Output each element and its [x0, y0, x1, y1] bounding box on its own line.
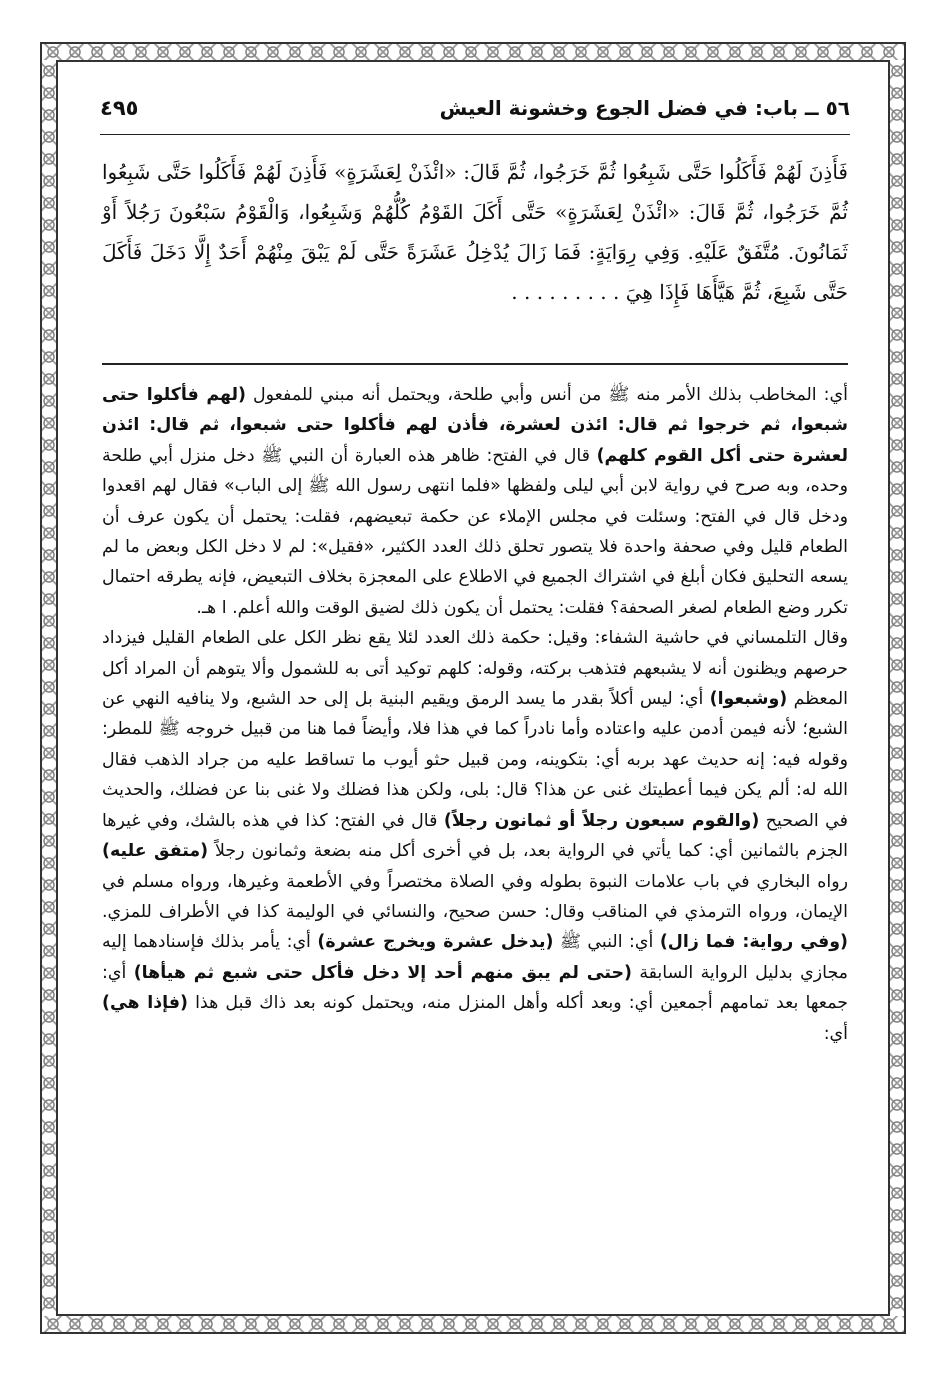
commentary-text: قال في الفتح: ظاهر هذه العبارة أن النبي ﷺ دخل منزل أبي طلحة وحده، وبه صرح في رواية لابن أبي ليلى ولفظها «فلما انتهى رسول الله ﷺ إلى الباب» فقال لهم اقعدوا ودخل قال في الفتح: وسئلت في مجلس الإملاء عن حكمة تبعيضهم، فقلت: يحتمل أن يكون عرف أن الطعام قليل وفي صحفة واحدة فلا يتصور تحلق ذلك العدد الكثير، «فقيل»: لم لا دخل الكل وبعض ما لم يسعه التحليق فكان أبلغ في اشتراك الجميع في الاطلاع على المعجزة بخلاف التبعيض، فإنه يطرقه احتمال تكرر وضع الطعام لصغر الصحفة؟ فقلت: يحتمل أن يكون ذلك لضيق الوقت والله أعلم. ا هـ.: [102, 445, 848, 618]
commentary-text: أي: المخاطب بذلك الأمر منه ﷺ من أنس وأبي طلحة، ويحتمل أنه مبني للمفعول: [245, 385, 848, 405]
commentary-block: [102, 380, 848, 1049]
header-rule: [100, 134, 850, 135]
page-header: [100, 92, 850, 132]
chapter-title: ٥٦ ــ باب: في فضل الجوع وخشونة العيش: [439, 96, 850, 120]
commentary-quote: (وشبعوا): [709, 689, 788, 710]
commentary-text: قال في الفتح: كذا في هذه بالشك، وفي غيرها الجزم بالثمانين أي: كما يأتي في الرواية بعد، بل في أخرى أكل منه بضعة وثمانون رجلاً: [102, 810, 848, 862]
commentary-text: وقال التلمساني في حاشية الشفاء: وقيل: حكمة ذلك العدد لئلا يقع نظر الكل على الطعام القليل فيزداد حرصهم ويظنون أنه لا يشبعهم فتذهب بركته، وقوله: كلهم توكيد أتى به للشمول وألا يتوهم أن المراد أكل المعظم: [102, 628, 848, 710]
commentary-quote: (فإذا هي): [102, 993, 189, 1014]
commentary-quote: (لهم فأكلوا حتى شبعوا، ثم خرجوا ثم قال: ائذن لعشرة، فأذن لهم فأكلوا حتى شبعوا، ثم قال: ائذن لعشرة حتى أكل القوم كلهم): [102, 385, 849, 466]
commentary-text: أي: جمعها بعد تمامهم أجمعين أي: وبعد أكله وأهل المنزل منه، ويحتمل كونه بعد ذاك قبل هذا: [102, 962, 849, 1014]
commentary-quote: (متفق عليه): [102, 841, 209, 862]
commentary-quote: (يدخل عشرة ويخرج عشرة): [317, 932, 554, 953]
commentary-text: أي: النبي ﷺ: [553, 932, 660, 953]
commentary-quote: (وفي رواية: فما زال): [659, 932, 848, 953]
commentary-text: أي: يأمر بذلك فإسنادهما إليه مجازي بدليل الرواية السابقة: [102, 932, 848, 983]
hadith-text: فَأَذِنَ لَهُمْ فَأَكَلُوا حَتَّى شَبِعُوا ثُمَّ خَرَجُوا، ثُمَّ قَالَ: «ائْذَنْ لِعَشَرَةٍ» فَأَذِنَ لَهُمْ فَأَكَلُوا حَتَّى شَبِعُوا ثُمَّ خَرَجُوا، ثُمَّ قَالَ: «ائْذَنْ لِعَشَرَةٍ» حَتَّى أَكَلَ القَوْمُ كُلُّهُمْ وَشَبِعُوا، وَالْقَوْمُ سَبْعُونَ رَجُلاً أَوْ ثَمَانُونَ. مُتَّفَقٌ عَلَيْهِ. وَفِي رِوَايَةٍ: فَمَا زَالَ يُدْخِلُ عَشَرَةً حَتَّى لَمْ يَبْقَ مِنْهُمْ أَحَدٌ إِلَّا دَخَلَ فَأَكَلَ حَتَّى شَبِعَ، ثُمَّ هَيَّأَهَا فَإِذَا هِيَ . . . . . . . . .: [102, 160, 848, 304]
commentary-paragraph-2: [102, 623, 848, 1049]
commentary-quote: (والقوم سبعون رجلاً أو ثمانون رجلاً): [443, 810, 760, 831]
page-number: ٤٩٥: [100, 96, 139, 120]
hadith-text-block: [102, 152, 848, 312]
commentary-text: أي: ليس أكلاً بقدر ما يسد الرمق ويقيم البنية بل إلى حد الشبع، ولا ينافيه النهي عن الشبع؛ لأنه فيمن أدمن عليه واعتاده وأما نادراً كما في هذا فلا، وأيضاً فما هنا من قبيل خروجه ﷺ للمطر: وقوله فيه: إنه حديث عهد بربه أي: بتكوينه، ومن قبيل حثو أيوب ما تساقط عليه من جراد الذهب فقال الله له: ألم يكن فيما أعطيتك غنى عن هذا؟ قال: بلى، ولكن هذا فضلك ولا غنى بنا عن فضلك، والحديث في الصحيح: [102, 689, 848, 831]
commentary-paragraph-1: [102, 380, 848, 623]
section-divider: [102, 363, 848, 365]
commentary-quote: (حتى لم يبق منهم أحد إلا دخل فأكل حتى شبع ثم هيأها): [133, 962, 632, 983]
commentary-text: أي:: [823, 1023, 848, 1044]
commentary-text: رواه البخاري في باب علامات النبوة بطوله وفي الصلاة مختصراً وفي الأطعمة وغيرها، ورواه مسلم في الإيمان، ورواه الترمذي في المناقب وقال: حسن صحيح، والنسائي في الوليمة كذا في الأطراف للمزي.: [102, 871, 848, 922]
